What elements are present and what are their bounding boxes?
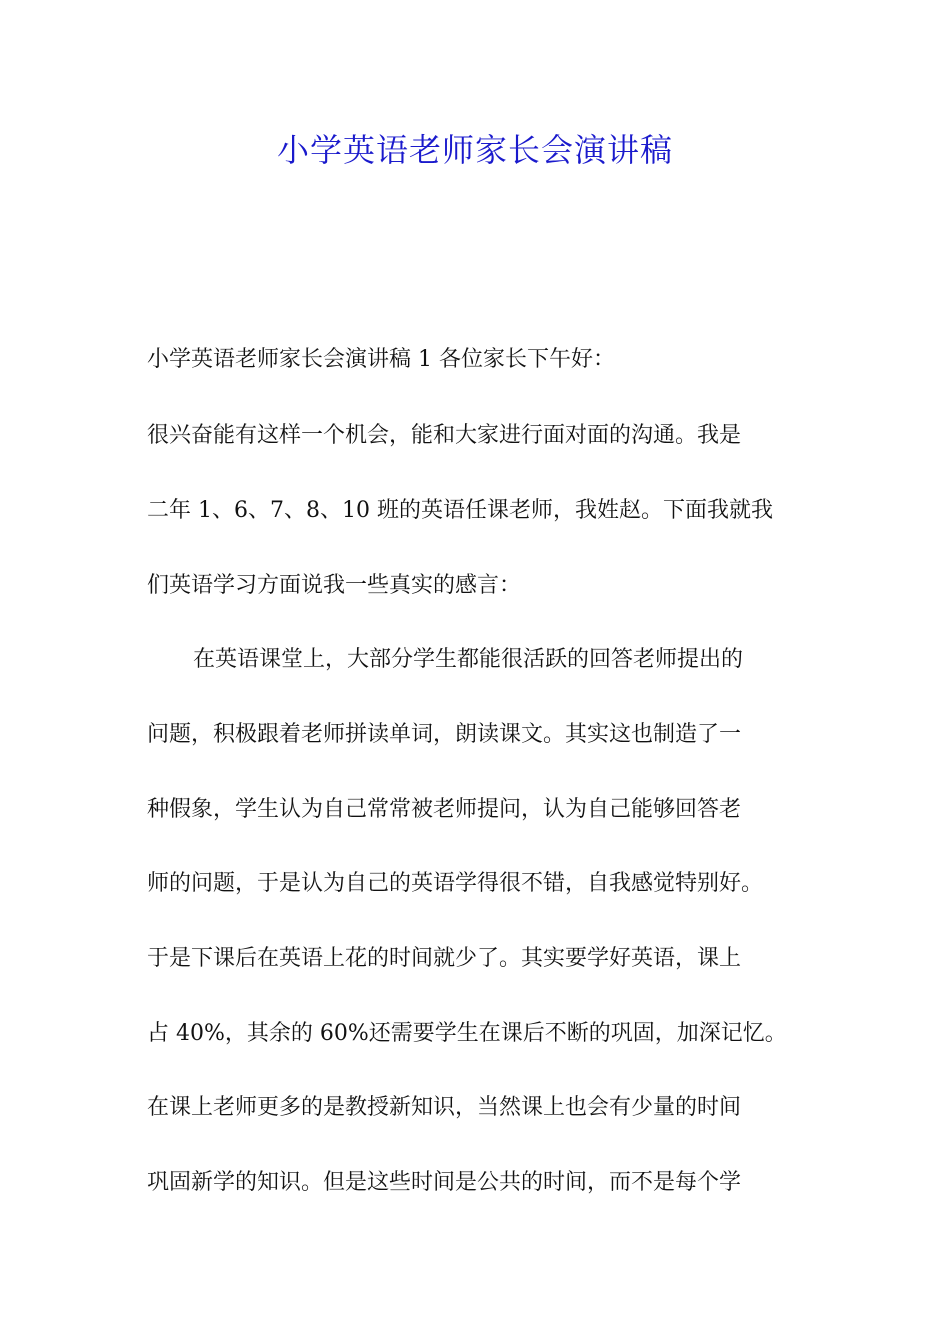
document-title: 小学英语老师家长会演讲稿 xyxy=(276,131,673,169)
paragraph-line: 在课上老师更多的是教授新知识，当然课上也会有少量的时间 xyxy=(147,1095,742,1120)
paragraph-line: 在英语课堂上，大部分学生都能很活跃的回答老师提出的 xyxy=(193,647,744,672)
paragraph-line: 占 40%，其余的 60%还需要学生在课后不断的巩固，加深记忆。 xyxy=(147,1021,787,1046)
paragraph-line: 二年 1、6、7、8、10 班的英语任课老师，我姓赵。下面我就我 xyxy=(147,498,773,523)
paragraph-line: 巩固新学的知识。但是这些时间是公共的时间，而不是每个学 xyxy=(147,1170,742,1195)
paragraph-line: 们英语学习方面说我一些真实的感言： xyxy=(147,573,522,598)
paragraph-line: 问题，积极跟着老师拼读单词，朗读课文。其实这也制造了一 xyxy=(147,722,742,747)
paragraph-line: 很兴奋能有这样一个机会，能和大家进行面对面的沟通。我是 xyxy=(147,423,742,448)
paragraph-line: 师的问题，于是认为自己的英语学得很不错，自我感觉特别好。 xyxy=(147,871,764,896)
paragraph-line: 于是下课后在英语上花的时间就少了。其实要学好英语，课上 xyxy=(147,946,742,971)
paragraph-line: 小学英语老师家长会演讲稿 1 各位家长下午好： xyxy=(147,347,615,372)
paragraph-line: 种假象，学生认为自己常常被老师提问，认为自己能够回答老 xyxy=(147,797,742,822)
